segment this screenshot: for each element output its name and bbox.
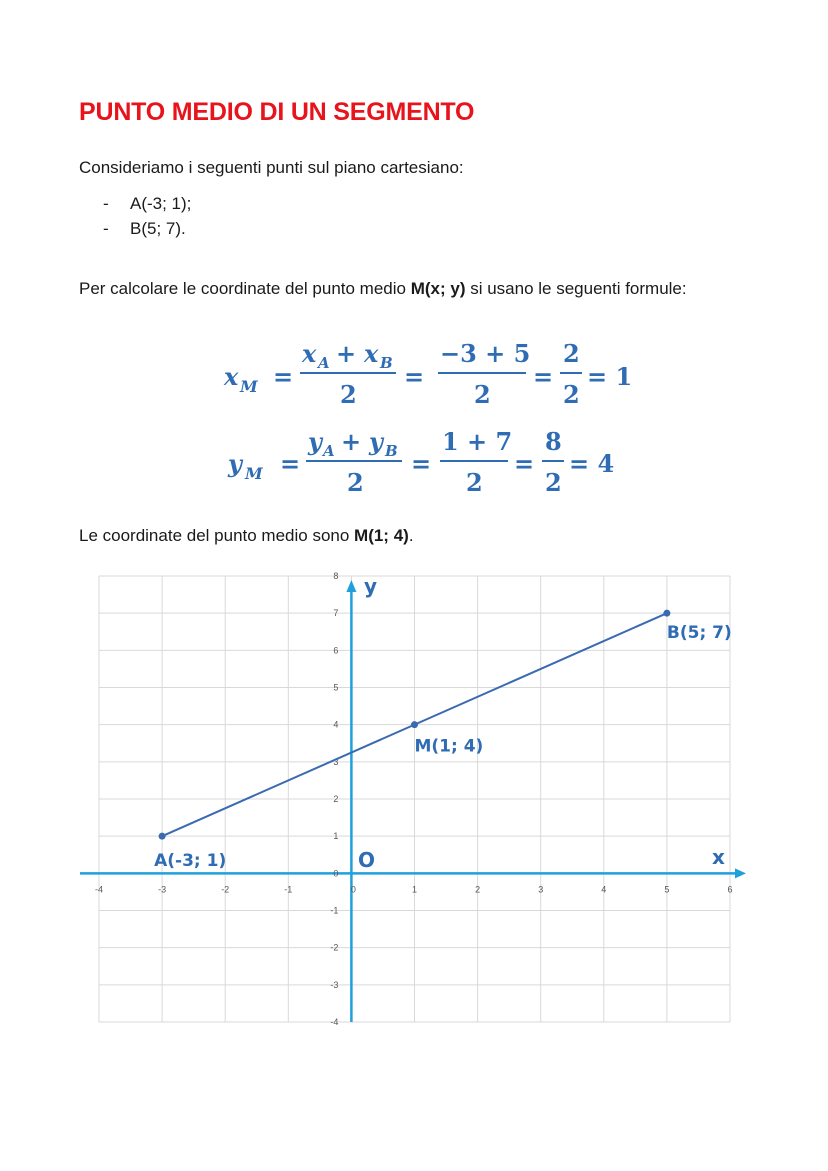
- x-tick-label: 3: [538, 884, 544, 895]
- y-tick-label: -1: [330, 905, 339, 916]
- y-tick-label: 1: [333, 831, 339, 842]
- formula-y-num3: 8: [545, 427, 562, 456]
- y-axis-label: y: [364, 574, 378, 598]
- y-tick-label: -3: [330, 979, 339, 990]
- formula-y-den1: 2: [347, 468, 364, 497]
- formula-y-lhs-sub: M: [245, 464, 263, 483]
- formula-y-num2: 1 + 7: [442, 427, 513, 456]
- y-tick-label: -4: [330, 1017, 339, 1027]
- y-tick-label: -2: [330, 942, 339, 953]
- para-before: Per calcolare le coordinate del punto medio: [79, 279, 411, 298]
- x-tick-label: -1: [284, 884, 293, 895]
- formula-x-den3: 2: [563, 380, 580, 409]
- point-b-text: B(5; 7).: [130, 219, 186, 238]
- point-a-text: A(-3; 1);: [130, 194, 192, 213]
- formula-y-num1-a: y: [308, 427, 322, 456]
- formula-x-result: = 1: [587, 362, 633, 391]
- x-tick-label: 6: [727, 884, 733, 895]
- x-tick-label: 1: [411, 884, 418, 895]
- x-tick-label: -2: [221, 884, 230, 895]
- formula-y-plus: +: [341, 427, 362, 456]
- formula-x-num1-b: x: [364, 339, 379, 368]
- point-label-m: M(1; 4): [414, 736, 484, 757]
- x-tick-label: 2: [475, 884, 481, 895]
- x-axis-label: x: [712, 845, 725, 869]
- formula-x-num1-a-sub: A: [318, 354, 330, 372]
- y-tick-label: 2: [333, 794, 339, 804]
- para-bold: M(x; y): [410, 279, 466, 298]
- origin-label: O: [358, 848, 376, 872]
- conclusion-before: Le coordinate del punto medio sono: [79, 526, 355, 545]
- y-tick-label: 3: [333, 756, 339, 767]
- x-tick-label: -4: [94, 884, 104, 895]
- x-tick-label: 0: [350, 884, 356, 895]
- point-m: [411, 721, 418, 728]
- x-tick-label: -3: [158, 884, 167, 895]
- y-tick-label: 6: [333, 645, 339, 656]
- formula-x-den2: 2: [474, 380, 491, 409]
- formula-x-den1: 2: [340, 380, 357, 409]
- formula-y-eq3: =: [514, 449, 535, 478]
- point-b: [663, 610, 670, 617]
- point-a: [159, 833, 166, 840]
- conclusion-bold: M(1; 4): [354, 526, 409, 545]
- y-tick-label: 0: [333, 868, 339, 879]
- conclusion-after: .: [408, 526, 414, 545]
- x-tick-label: 5: [664, 884, 670, 895]
- y-tick-label: 8: [333, 571, 339, 581]
- page-title: PUNTO MEDIO DI UN SEGMENTO: [79, 98, 475, 126]
- formula-x-num3: 2: [563, 339, 580, 368]
- formula-y-num1-b-sub: B: [385, 442, 398, 460]
- x-axis-arrow: [735, 868, 746, 878]
- formula-x-eq2: =: [404, 362, 425, 391]
- y-tick-label: 5: [333, 682, 339, 693]
- list-bullet: -: [103, 194, 109, 213]
- formula-x-num1-b-sub: B: [380, 354, 393, 372]
- formula-y-lhs: y: [228, 449, 242, 478]
- formula-y-num1-a-sub: A: [323, 442, 335, 460]
- y-tick-label: 4: [333, 719, 339, 730]
- formula-x-lhs: x: [224, 362, 239, 391]
- intro-text: Consideriamo i seguenti punti sul piano cartesiano:: [79, 158, 464, 177]
- y-axis-arrow: [346, 580, 356, 592]
- formula-x-eq3: =: [533, 362, 554, 391]
- para-after: si usano le seguenti formule:: [465, 279, 687, 298]
- point-label-a: A(-3; 1): [154, 851, 227, 872]
- y-tick-label: 7: [333, 608, 339, 619]
- formula-x-num2: −3 + 5: [440, 339, 531, 368]
- formula-x-eq1: =: [273, 362, 294, 391]
- point-label-b: B(5; 7): [666, 623, 732, 644]
- x-tick-label: 4: [601, 884, 607, 895]
- formula-y-num1-b: y: [369, 427, 383, 456]
- list-bullet: -: [103, 219, 109, 238]
- formula-y-eq2: =: [411, 449, 432, 478]
- formula-y-den2: 2: [466, 468, 483, 497]
- formula-x-plus: +: [336, 339, 357, 368]
- formula-x-num1-a: x: [302, 339, 317, 368]
- formula-x-lhs-sub: M: [240, 377, 258, 396]
- formula-y-result: = 4: [569, 449, 615, 478]
- formula-y-den3: 2: [545, 468, 562, 497]
- formula-y-eq1: =: [280, 449, 301, 478]
